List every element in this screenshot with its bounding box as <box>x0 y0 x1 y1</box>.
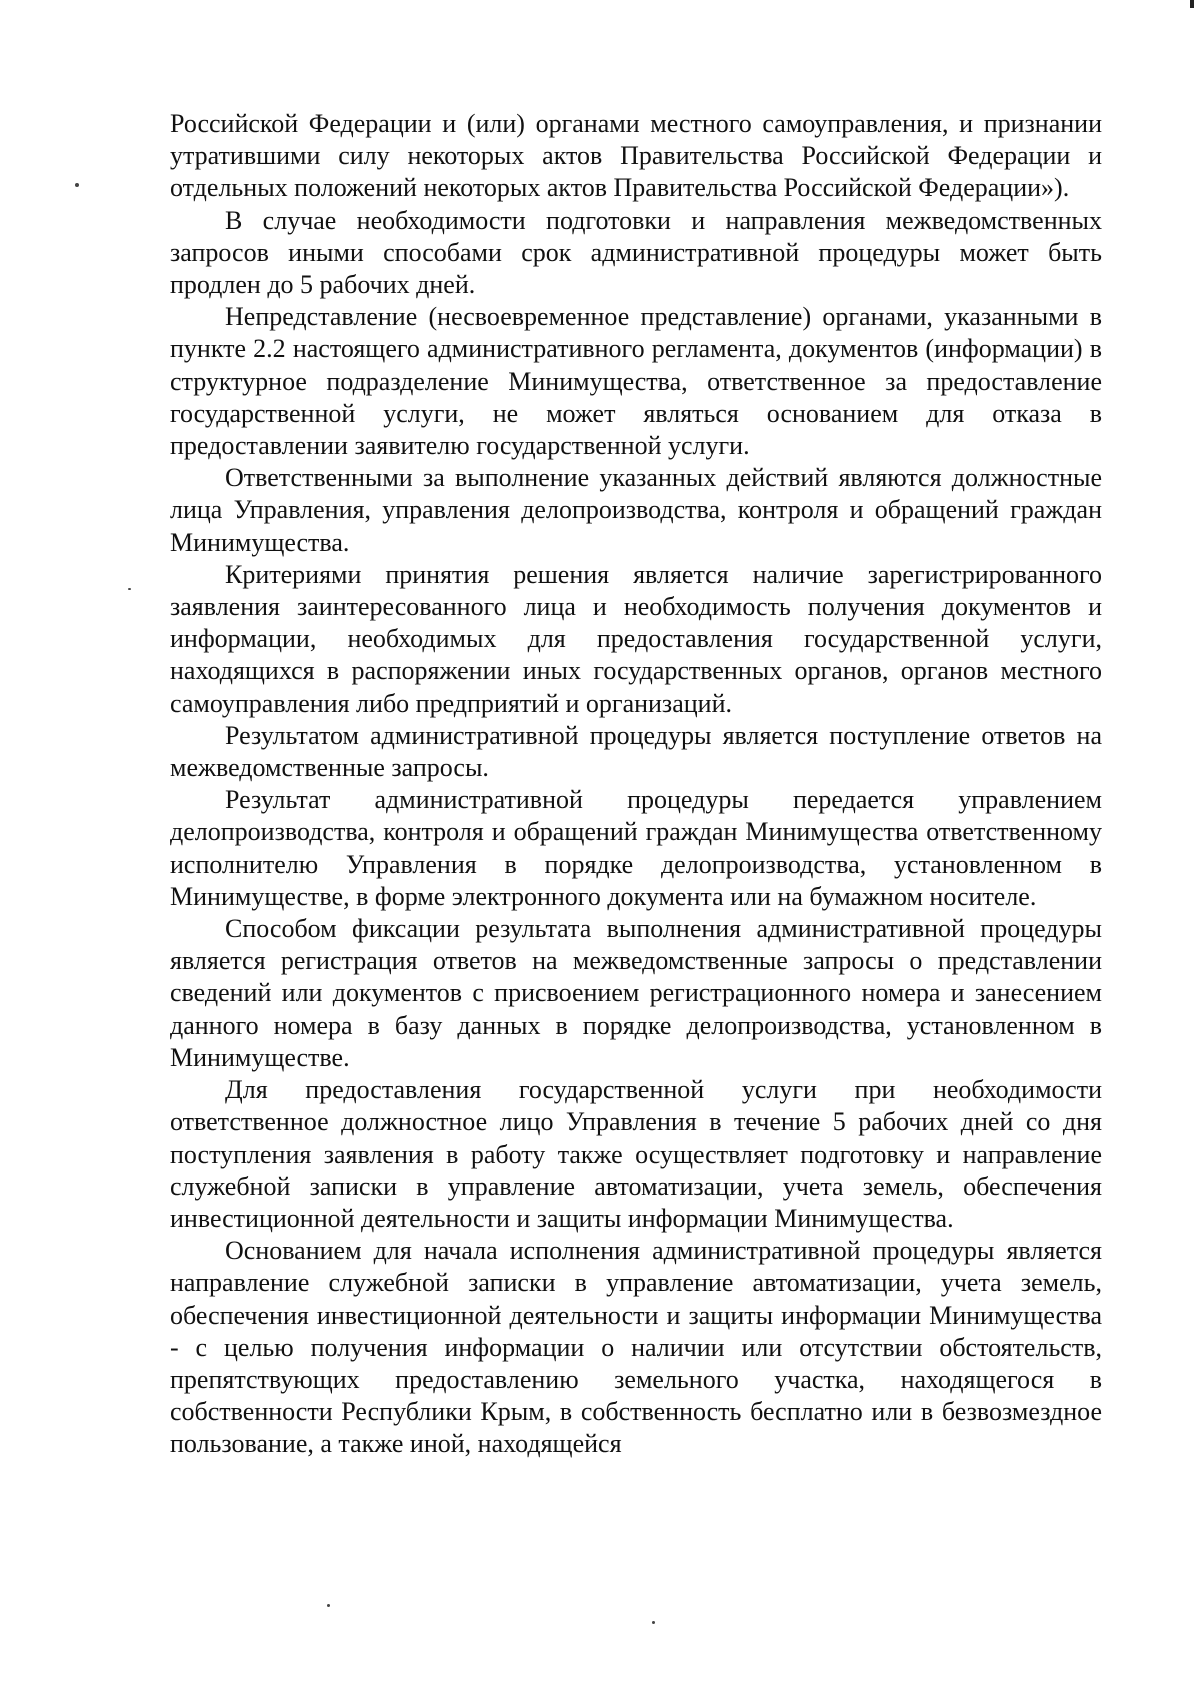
paragraph: Российской Федерации и (или) органами местного самоуправления, и признании утратившими силу некоторых актов Правительства Российской Федерации и отдельных положений некоторых актов Правительства Российской Федерации»). <box>170 109 1102 203</box>
document-body <box>170 108 1102 1461</box>
paragraph: В случае необходимости подготовки и направления межведомственных запросов иными способами срок административной процедуры может быть продлен до 5 рабочих дней. <box>170 205 1102 300</box>
scan-speck <box>75 183 79 187</box>
paragraph: Ответственными за выполнение указанных действий являются должностные лица Управления, управления делопроизводства, контроля и обращений граждан Минимущества. <box>170 463 1102 557</box>
paragraph: Непредставление (несвоевременное представление) органами, указанными в пункте 2.2 настоящего административного регламента, документов (информации) в структурное подразделение Минимущества, ответственное за предоставление государственной услуги, не может являться основанием для отказа в предоставлении заявителю государственной услуги. <box>170 302 1102 461</box>
scan-speck <box>327 1604 330 1607</box>
paragraph: Для предоставления государственной услуги при необходимости ответственное должностное лицо Управления в течение 5 рабочих дней со дня поступления заявления в работу также осуществляет подготовку и направление служебной записки в управление автоматизации, учета земель, обеспечения инвестиционной деятельности и защиты информации Минимущества. <box>170 1075 1102 1233</box>
paragraph: Критериями принятия решения является наличие зарегистрированного заявления заинтересованного лица и необходимость получения документов и информации, необходимых для предоставления государственной услуги, находящихся в распоряжении иных государственных органов, органов местного самоуправления либо предприятий и организаций. <box>170 559 1102 718</box>
scan-speck <box>652 1621 655 1624</box>
scan-mark <box>1190 0 1194 8</box>
paragraph: Результат административной процедуры передается управлением делопроизводства, контроля и обращений граждан Минимущества ответственному исполнителю Управления в порядке делопроизводства, установленном в Минимуществе, в форме электронного документа или на бумажном носителе. <box>170 785 1102 911</box>
scan-speck <box>128 588 131 590</box>
paragraph: Основанием для начала исполнения административной процедуры является направление служебной записки в управление автоматизации, учета земель, обеспечения инвестиционной деятельности и защиты информации Минимущества - с целью получения информации о наличии или отсутствии обстоятельств, препятствующих предоставлению земельного участка, находящегося в собственности Республики Крым, в собственность бесплатно или в безвозмездное пользование, а также иной, находящейся <box>170 1236 1102 1459</box>
paragraph: Результатом административной процедуры является поступление ответов на межведомственные запросы. <box>170 720 1102 783</box>
paragraph: Способом фиксации результата выполнения административной процедуры является регистрация ответов на межведомственные запросы о представлении сведений или документов с присвоением регистрационного номера и занесением данного номера в базу данных в порядке делопроизводства, установленном в Минимуществе. <box>170 914 1102 1072</box>
